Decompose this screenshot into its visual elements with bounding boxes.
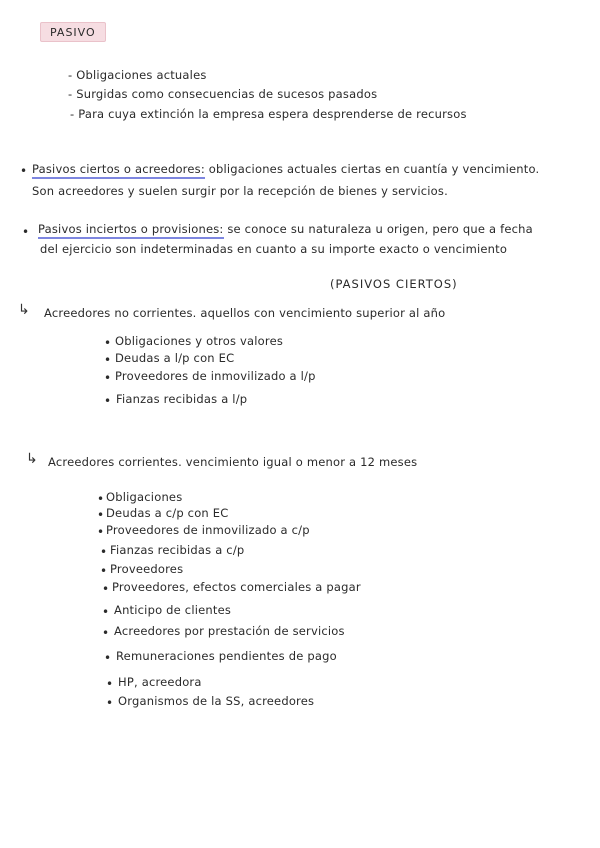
list-item: Proveedores de inmovilizado a l/p xyxy=(115,369,316,383)
ciertos-line-1 xyxy=(32,162,539,176)
bullet-icon: • xyxy=(106,696,114,710)
list-item: Proveedores xyxy=(110,562,184,576)
bullet-icon: • xyxy=(102,582,110,596)
bullet-icon: • xyxy=(22,225,30,239)
arrow-return-icon: ↳ xyxy=(18,302,30,318)
list-item: Proveedores, efectos comerciales a pagar xyxy=(112,580,361,594)
arrow-return-icon: ↳ xyxy=(26,451,38,467)
list-item: Acreedores por prestación de servicios xyxy=(114,624,345,638)
inciertos-line-2: del ejercicio son indeterminadas en cuanto a su importe exacto o vencimiento xyxy=(40,242,508,256)
bullet-icon: • xyxy=(102,626,110,640)
bullet-icon: • xyxy=(97,492,105,506)
bullet-icon: • xyxy=(97,525,105,539)
bullet-icon: • xyxy=(20,164,28,178)
inciertos-text-1: se conoce su naturaleza u origen, pero que a fecha xyxy=(227,222,533,236)
ciertos-term: Pasivos ciertos o acreedores: xyxy=(32,162,205,179)
corrientes-heading: Acreedores corrientes. vencimiento igual o menor a 12 meses xyxy=(48,455,418,469)
list-item: Deudas a l/p con EC xyxy=(115,351,235,365)
bullet-icon: • xyxy=(106,677,114,691)
list-item: Remuneraciones pendientes de pago xyxy=(116,649,337,663)
definition-line-3: - Para cuya extinción la empresa espera desprenderse de recursos xyxy=(70,107,467,121)
bullet-icon: • xyxy=(97,508,105,522)
section-label: (PASIVOS CIERTOS) xyxy=(330,277,458,291)
list-item: Deudas a c/p con EC xyxy=(106,506,229,520)
definition-line-1: - Obligaciones actuales xyxy=(68,68,207,82)
ciertos-line-2: Son acreedores y suelen surgir por la recepción de bienes y servicios. xyxy=(32,184,448,198)
list-item: Fianzas recibidas a c/p xyxy=(110,543,245,557)
bullet-icon: • xyxy=(102,605,110,619)
bullet-icon: • xyxy=(104,651,112,665)
page-title: PASIVO xyxy=(40,22,106,42)
list-item: Obligaciones y otros valores xyxy=(115,334,284,348)
definition-line-2: - Surgidas como consecuencias de sucesos pasados xyxy=(68,87,378,101)
bullet-icon: • xyxy=(100,545,108,559)
bullet-icon: • xyxy=(104,353,112,367)
list-item: Fianzas recibidas a l/p xyxy=(116,392,248,406)
no-corrientes-heading: Acreedores no corrientes. aquellos con vencimiento superior al año xyxy=(44,306,446,320)
bullet-icon: • xyxy=(104,336,112,350)
bullet-icon: • xyxy=(100,564,108,578)
ciertos-text-1: obligaciones actuales ciertas en cuantía y vencimiento. xyxy=(208,162,540,176)
list-item: Organismos de la SS, acreedores xyxy=(118,694,315,708)
list-item: Obligaciones xyxy=(106,490,183,504)
list-item: Proveedores de inmovilizado a c/p xyxy=(106,523,310,537)
inciertos-line-1 xyxy=(38,222,533,236)
list-item: HP, acreedora xyxy=(118,675,202,689)
bullet-icon: • xyxy=(104,371,112,385)
bullet-icon: • xyxy=(104,394,112,408)
inciertos-term: Pasivos inciertos o provisiones: xyxy=(38,222,224,239)
list-item: Anticipo de clientes xyxy=(114,603,232,617)
